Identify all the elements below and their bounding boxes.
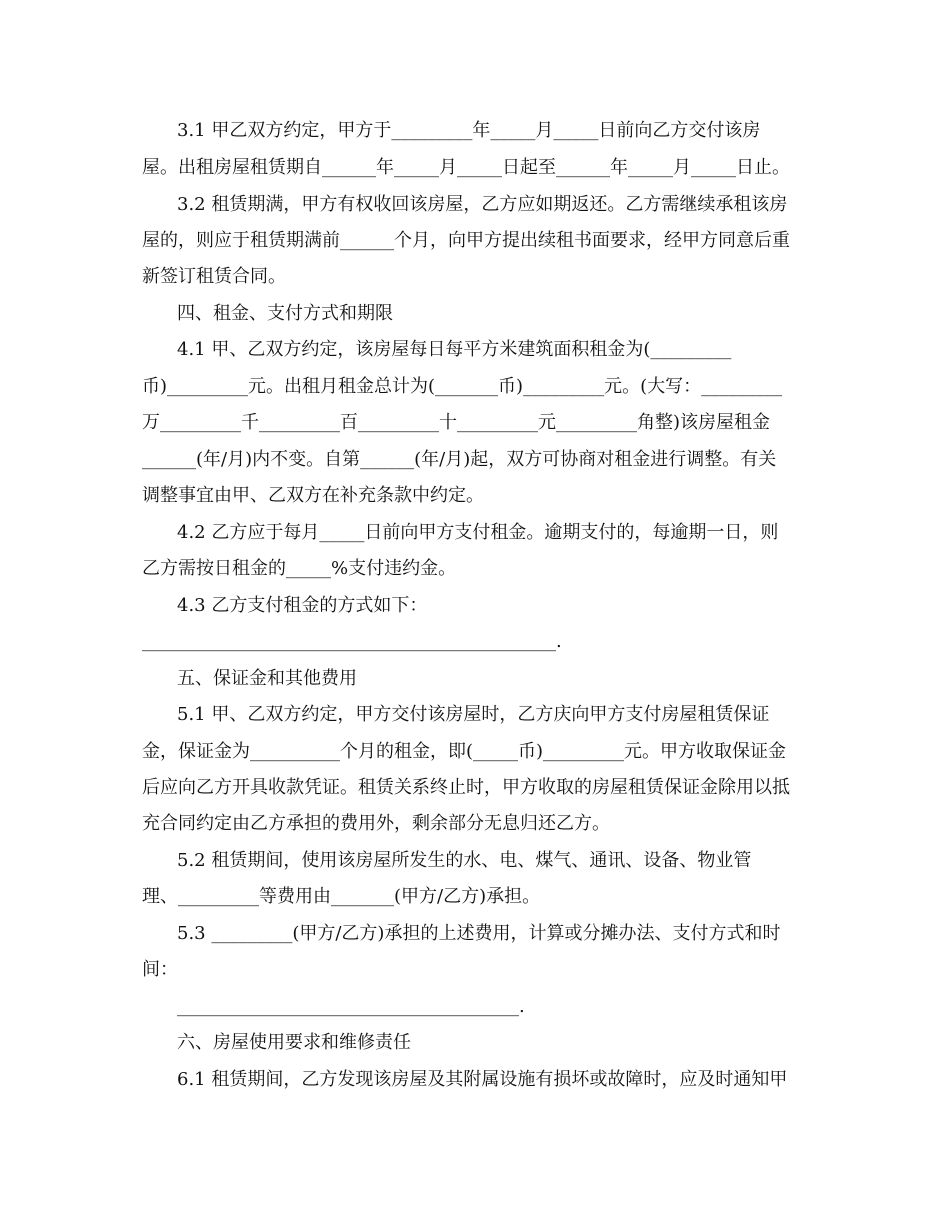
clause-3-2-line-3: 新签订租赁合同。 bbox=[142, 266, 286, 287]
clause-3-2-line-2: 屋的，则应于租赁期满前______个月，向甲方提出续租书面要求，经甲方同意后重 bbox=[142, 230, 790, 251]
clause-5-1-line-2: 金，保证金为__________个月的租金，即(_____币)_________元。甲方收取保证金 bbox=[142, 741, 787, 762]
clause-4-1-line-3: 万_________千_________百_________十_________元_________角整)该房屋租金 bbox=[142, 412, 771, 433]
fee-method-blank: ______________________________________. bbox=[177, 996, 525, 1017]
clause-3-1-line-2: 屋。出租房屋租赁期自______年_____月_____日起至______年_____月_____日止。 bbox=[142, 157, 790, 178]
clause-3-1-line-1: 3.1 甲乙双方约定，甲方于_________年_____月_____日前向乙方交付该房 bbox=[177, 120, 761, 141]
clause-5-1-line-4: 充合同约定由乙方承担的费用外，剩余部分无息归还乙方。 bbox=[142, 813, 610, 834]
section-5-heading: 五、保证金和其他费用 bbox=[177, 668, 357, 689]
clause-5-3-line-1: 5.3 _________(甲方/乙方)承担的上述费用，计算或分摊办法、支付方式和时 bbox=[177, 923, 781, 944]
clause-4-1-line-1: 4.1 甲、乙双方约定，该房屋每日每平方米建筑面积租金为(_________ bbox=[177, 339, 732, 360]
clause-5-1-line-3: 后应向乙方开具收款凭证。租赁关系终止时，甲方收取的房屋租赁保证金除用以抵 bbox=[142, 777, 790, 798]
clause-5-2-line-1: 5.2 租赁期间，使用该房屋所发生的水、电、煤气、通讯、设备、物业管 bbox=[177, 850, 752, 871]
clause-4-1-line-5: 调整事宜由甲、乙双方在补充条款中约定。 bbox=[142, 485, 484, 506]
clause-4-2-line-1: 4.2 乙方应于每月_____日前向甲方支付租金。逾期支付的，每逾期一日，则 bbox=[177, 522, 779, 543]
clause-4-2-line-2: 乙方需按日租金的_____%支付违约金。 bbox=[142, 558, 457, 579]
clause-5-2-line-2: 理、_________等费用由_______(甲方/乙方)承担。 bbox=[142, 886, 541, 907]
payment-method-blank: ______________________________________________. bbox=[142, 631, 562, 652]
clause-4-1-line-2: 币)_________元。出租月租金总计为(_______币)_________元。(大写：_________ bbox=[142, 376, 783, 397]
clause-3-2-line-1: 3.2 租赁期满，甲方有权收回该房屋，乙方应如期返还。乙方需继续承租该房 bbox=[177, 194, 788, 215]
clause-6-1-line-1: 6.1 租赁期间，乙方发现该房屋及其附属设施有损坏或故障时，应及时通知甲 bbox=[177, 1069, 788, 1090]
section-4-heading: 四、租金、支付方式和期限 bbox=[177, 303, 393, 324]
section-6-heading: 六、房屋使用要求和维修责任 bbox=[177, 1032, 411, 1053]
clause-4-3-line-1: 4.3 乙方支付租金的方式如下： bbox=[177, 595, 428, 616]
clause-4-1-line-4: ______(年/月)内不变。自第______(年/月)起，双方可协商对租金进行调整。有关 bbox=[142, 449, 777, 470]
clause-5-1-line-1: 5.1 甲、乙双方约定，甲方交付该房屋时，乙方庆向甲方支付房屋租赁保证 bbox=[177, 704, 770, 725]
clause-5-3-line-2: 间： bbox=[142, 959, 178, 980]
